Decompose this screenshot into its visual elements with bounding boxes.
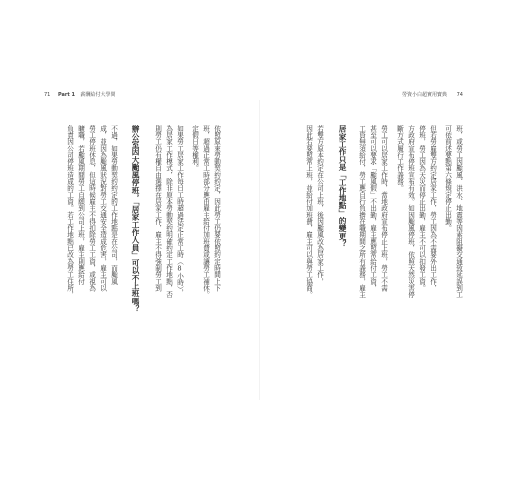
right-text-column-6: 斷方式履行工作義務。	[395, 125, 404, 192]
right-text-column-9: 工資無須給付，勞工應自行負擔在職期間之所有義務，雇主	[357, 125, 366, 298]
left-text-column-10: 曠職，若颱風期間勞工自願到公司上班，雇主則應給付	[76, 125, 85, 285]
right-text-column-4: 停班，勞工因為天災而停止出勤，雇主不可以扣發工資。	[417, 125, 426, 292]
right-text-column-2: 可依前述要點第六條規定停止出勤。	[443, 125, 452, 232]
left-text-column-3: 定假日等權利。	[190, 125, 199, 172]
right-page-header	[402, 91, 463, 98]
right-text-column-1: 班，或勞工因颱風、洪水、地震等因素阻礙交通致延誤到工	[454, 125, 463, 298]
left-text-column-6: 則勞工仍有權自由選擇在居家工作，雇主不得強制勞工到	[153, 125, 162, 292]
right-text-column-8: 甚至可以要求「颱風假」不出勤，雇主應照常給付工資，	[368, 125, 377, 292]
left-text-column-2: 班，超過正常工時部分應由雇主給付加班費或讓勞工補休。	[201, 125, 210, 298]
left-page-number: 71	[44, 92, 51, 98]
page-gutter	[259, 100, 260, 400]
right-section-title: 勞資小白超實用寶典	[402, 92, 448, 98]
left-section-title: 薪酬給付大學問	[80, 92, 116, 98]
part-label: Part 1	[57, 92, 75, 98]
right-page-number: 74	[456, 92, 463, 98]
right-text-column-10: 若雙方原本約定在公司上班，後因颱風改為居家工作，	[315, 125, 324, 285]
left-text-column-7: 不過，如果勞動契約約定的工作地點是在公司，而颱風	[109, 125, 118, 285]
right-text-column-5: 方政府宣布停班宣布有效。如因颱風停班，依照天然災害停	[406, 125, 415, 298]
left-text-column-11: 負責因公司停班造成的工資。若工作地點已改為勞工住所，	[65, 125, 74, 298]
left-text-column-9: 勞工停班休息，但這時候雇主不得扣除勞工工資，或視為	[87, 125, 96, 292]
right-text-column-3: 但若勞雇雙方約定居家工作，勞工因為不需要外出工作，	[428, 125, 437, 292]
left-text-column-1: 依照原來勞動契約約定，因此勞工仍要依照約定時間上下	[212, 125, 221, 292]
right-section-heading: 居家工作只是「工作地點」的變更？	[338, 125, 347, 248]
left-text-column-8: 成，並因為颱風狀況對勞工交通安全造成危害，雇主可以	[98, 125, 107, 292]
left-page-header	[44, 91, 116, 98]
left-text-column-5: 為居家工作模式，除非原本勞動契約明確約定工作地點，否	[164, 125, 173, 298]
right-text-column-11: 因此若要照常上班，並給付加班費，雇主可以與勞工協商。	[304, 125, 313, 298]
left-text-column-4: 如果勞工居家工作每日工時超過法定正常工時（8小時），	[175, 125, 184, 296]
left-section-heading: 辦公室因大颱風停班，「居家工作人員」可以不上班嗎？	[131, 125, 140, 313]
right-text-column-7: 勞工可以居家工作時，當地政府宣布停止上班，勞工不需	[379, 125, 388, 292]
